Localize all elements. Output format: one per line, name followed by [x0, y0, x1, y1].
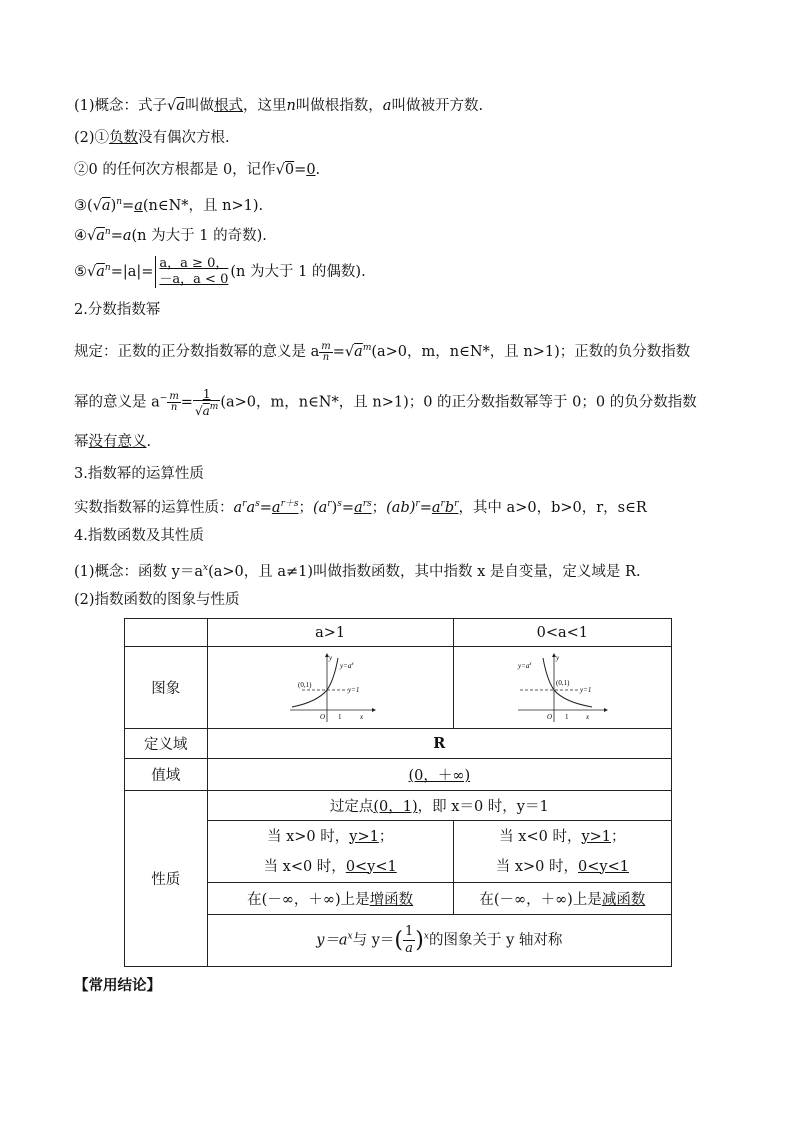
graph-left-xaxis: x — [360, 712, 364, 721]
range-value: (0，＋∞) — [207, 759, 671, 791]
graph-right-line-label: y=1 — [580, 685, 592, 694]
graph-left-tick: 1 — [338, 712, 342, 721]
para-even-root: $⑤√a^n=|a|=$ $\frac{a,a \ge 0,}{-a,a < 0}$ (n 为大于 1 的偶数). — [74, 256, 366, 287]
graph-left-origin: O — [320, 712, 326, 721]
common-conclusions-heading: 【常用结论】 — [74, 977, 161, 994]
fixed-point: 过定点(0，1)，即 x＝0 时，y＝1 — [207, 791, 671, 821]
para-negative-fractional: 幂的意义是 a− $\frac{m}{n}$ = $\frac{1}{√a^m}$ (a>0，m，n∈N*，且 n>1)；0 的正分数指数幂等于 0；0 的负分数指数 — [74, 387, 697, 418]
para-zero-root: ②0 的任何次方根都是 0，记作√0=0. — [74, 162, 321, 178]
para-exp-function-concept: (1)概念：函数 $y=a^x(a>0$，且 a≠1)叫做指数函数，其中指数 x 是自变量，定义域是 R. — [74, 563, 641, 580]
para-radical-concept: (1)概念：式子√a叫做根式，这里n叫做根指数，a叫做被开方数. — [74, 98, 484, 114]
answer-no-meaning: 没有意义 — [88, 434, 147, 450]
right-value-conditions: 当 x<0 时，y>1； 当 x>0 时，0<y<1 — [453, 821, 671, 883]
graph-left-curve-label: $y=a^x$ — [340, 661, 354, 670]
para-negative-no-even-root: (2)①负数没有偶次方根. — [74, 130, 230, 146]
para-positive-fractional: 规定：正数的正分数指数幂的意义是 a $\frac{m}{n}$ $=√a^m(a>0$，m，n∈N*，且 n>1)；正数的负分数指数 — [74, 340, 691, 363]
para-root-power: $③(√a)^n=a(n\in N*$，且 n>1). — [74, 197, 264, 214]
graph-right-yaxis: y — [556, 653, 560, 662]
piecewise-cases: $\frac{a,a \ge 0,}{-a,a < 0}$ — [155, 256, 228, 288]
domain-value: R — [207, 729, 671, 759]
graph-decreasing-svg — [514, 652, 610, 724]
graph-right-point-label: (0,1) — [556, 678, 570, 687]
header-a-gt-1: a>1 — [207, 619, 453, 647]
para-exponent-rules: 实数指数幂的运算性质：$a^ra^s=a^{r+s}$；$(a^r)^s=a^{rs}$；$(ab)^r=a^rb^r$，其中 a>0，b>0，r，s∈R — [74, 499, 647, 516]
heading-fractional-exponent: 2.分数指数幂 — [74, 302, 161, 318]
graph-right-xaxis: x — [586, 712, 590, 721]
graph-increasing-svg — [282, 652, 378, 724]
label-properties: 性质 — [125, 791, 208, 967]
para-odd-root: $④√a^n=a(n$ 为大于 1 的奇数). — [74, 227, 267, 244]
heading-exponent-rules: 3.指数幂的运算性质 — [74, 466, 204, 482]
para-no-meaning: 幂没有意义. — [74, 434, 152, 450]
left-value-conditions: 当 x>0 时，y>1； 当 x<0 时，0<y<1 — [207, 821, 453, 883]
heading-exponential-function: 4.指数函数及其性质 — [74, 528, 204, 544]
graph-increasing — [207, 647, 453, 729]
graph-left-point-label: (0,1) — [298, 680, 312, 689]
label-graph: 图象 — [125, 647, 208, 729]
graph-right-curve-label: $y=a^x$ — [518, 661, 532, 670]
properties-table — [124, 618, 672, 967]
header-a-between-0-1: 0<a<1 — [453, 619, 671, 647]
answer-radical: 根式 — [213, 98, 243, 114]
graph-left-yaxis: y — [329, 653, 333, 662]
graph-decreasing — [453, 647, 671, 729]
monotonic-increasing: 在(－∞，＋∞)上是增函数 — [207, 883, 453, 915]
label-range: 值域 — [125, 759, 208, 791]
graph-right-origin: O — [547, 712, 553, 721]
answer-negative: 负数 — [109, 130, 139, 146]
graph-right-tick: 1 — [565, 712, 569, 721]
symmetry-note: $y=a^x$与 y＝( $\frac{1}{a}$ )$^x$的图象关于 y 轴对称 — [207, 915, 671, 967]
label-domain: 定义域 — [125, 729, 208, 759]
para-graph-properties: (2)指数函数的图象与性质 — [74, 592, 240, 608]
monotonic-decreasing: 在(－∞，＋∞)上是减函数 — [453, 883, 671, 915]
graph-left-line-label: y=1 — [348, 685, 360, 694]
